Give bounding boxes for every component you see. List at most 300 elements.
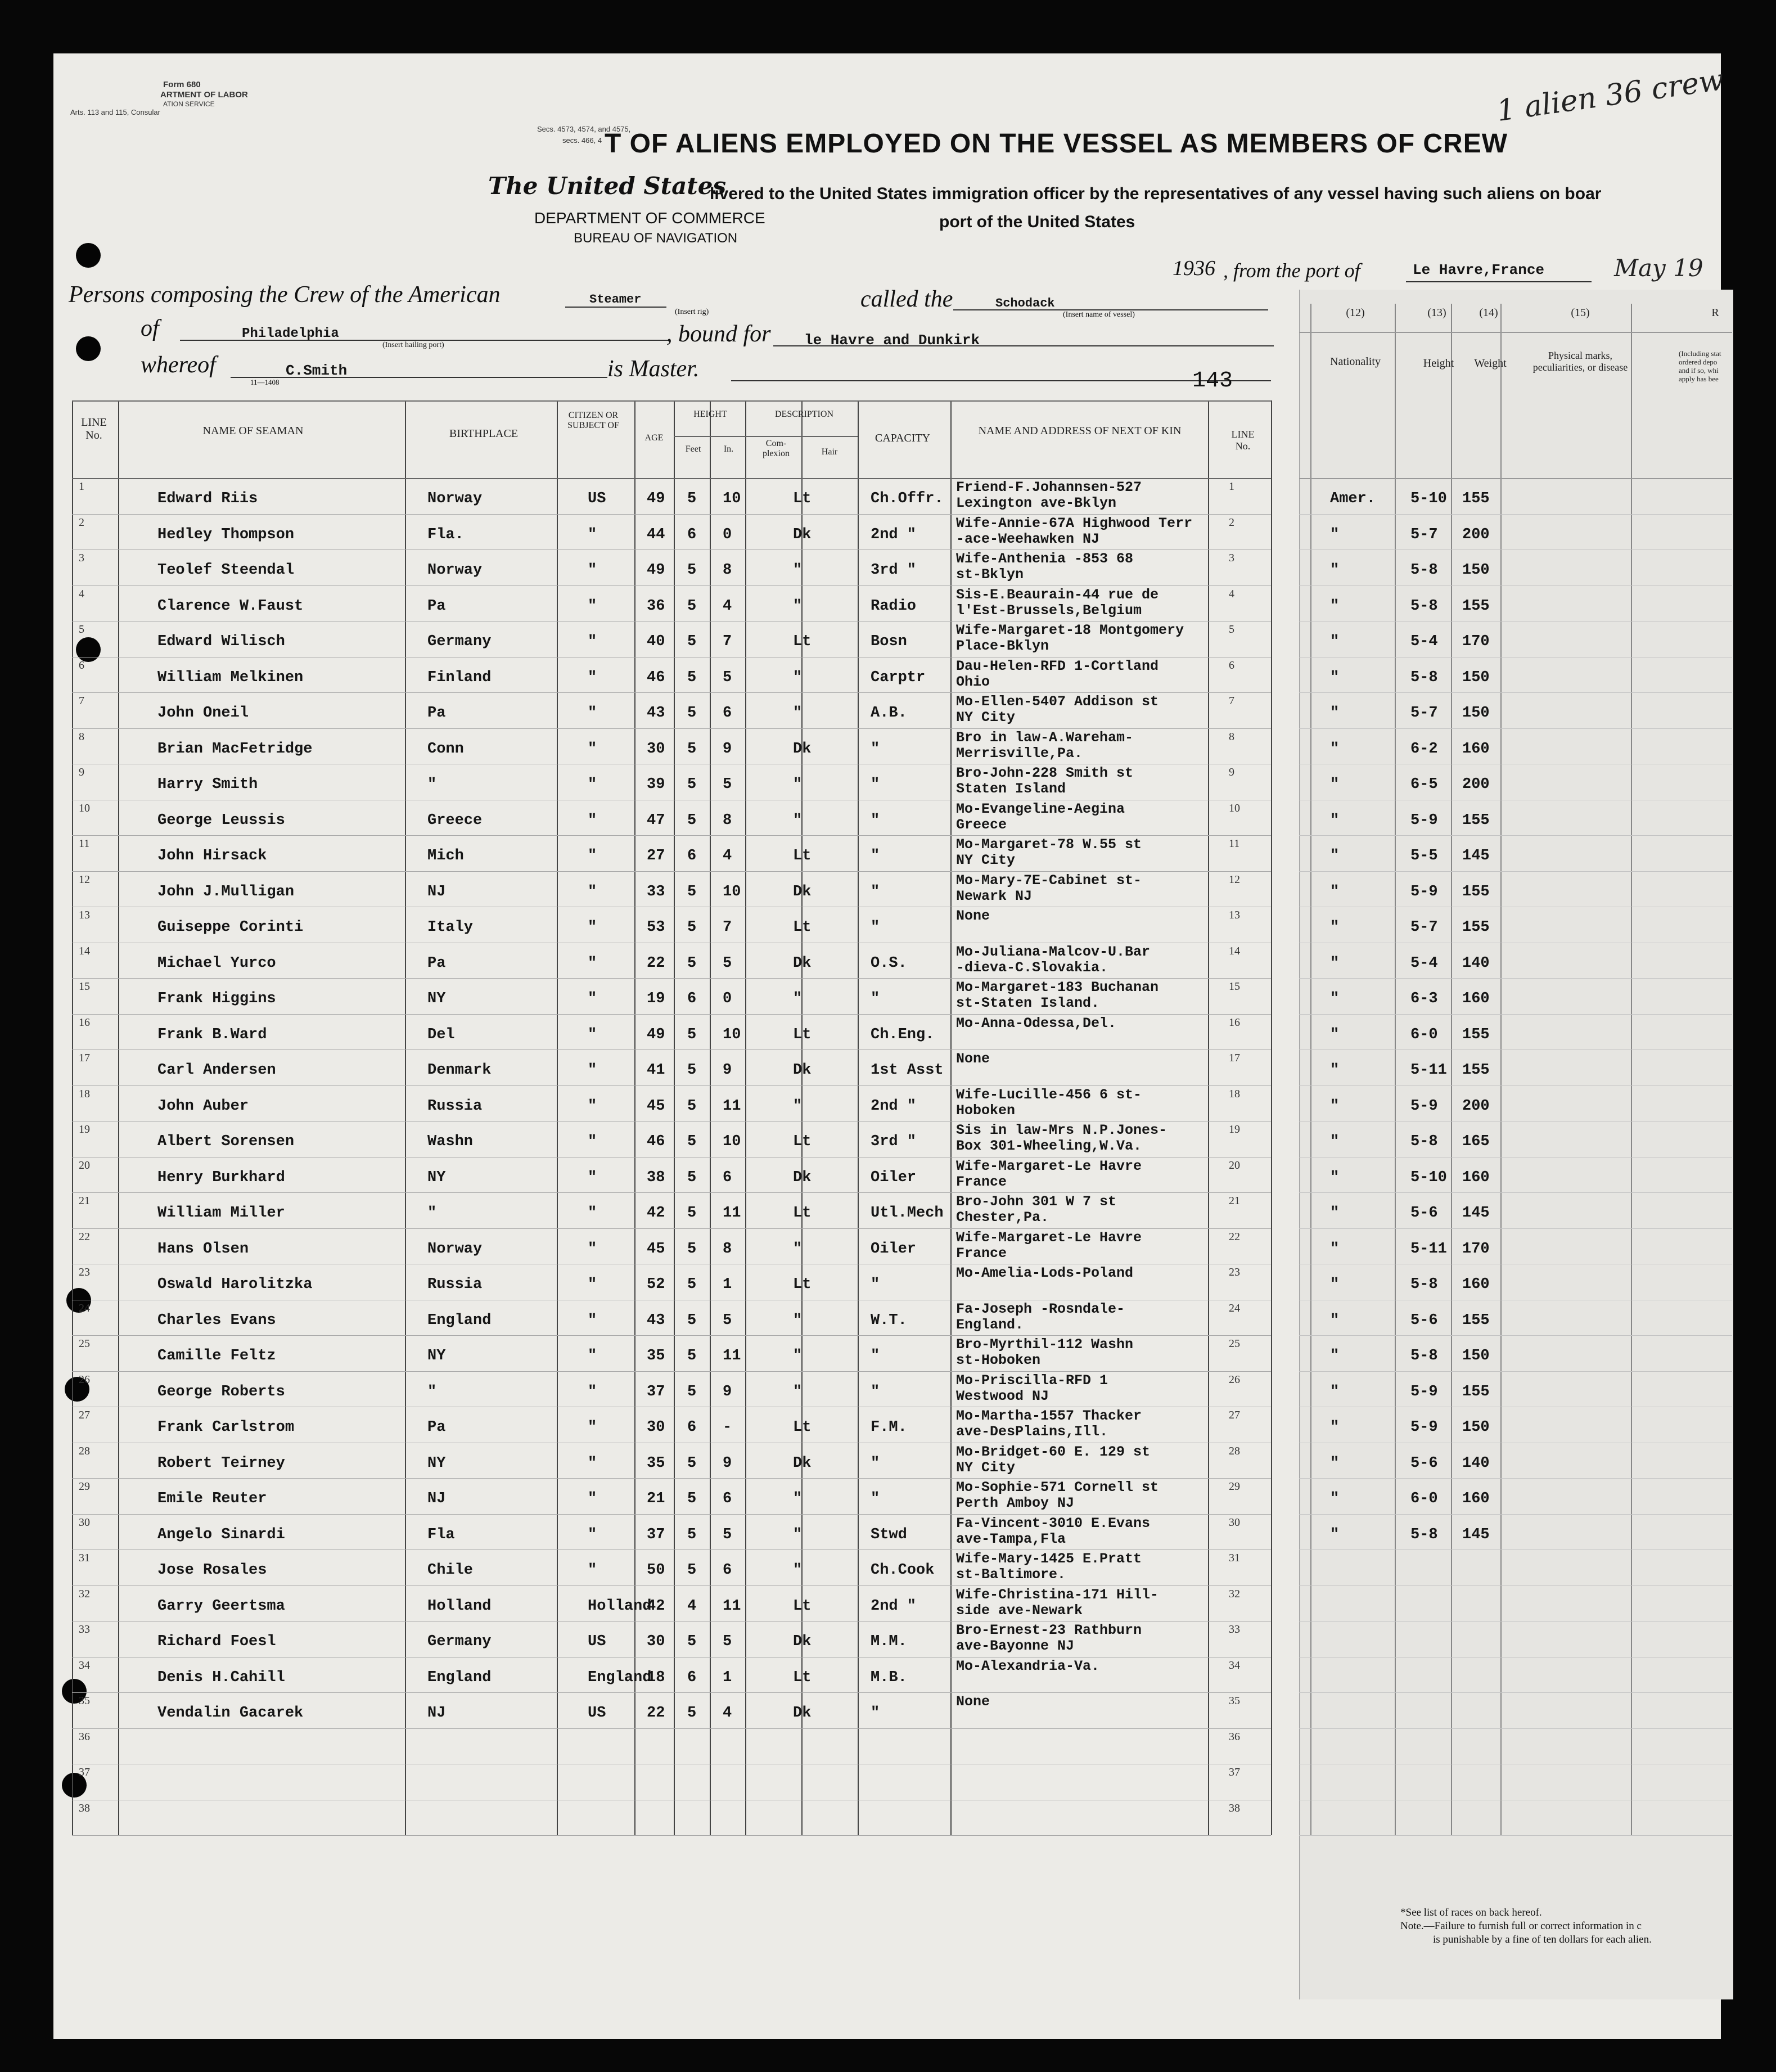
complexion: Lt [793,848,812,864]
next-of-kin-line1: Bro in law-A.Wareham- [956,729,1134,746]
citizenship: " [588,954,597,972]
line-number-right: 2 [1229,516,1234,529]
table-row [1299,585,1732,586]
nationality: " [1330,1169,1340,1186]
height-feet: 5 [687,1062,697,1079]
height-inches: 1 [723,1669,732,1686]
height-inches: 6 [723,705,732,722]
age: 30 [647,740,665,758]
line-number-right: 13 [1229,909,1240,921]
table-row [72,835,1271,836]
nationality: " [1330,919,1340,936]
table-column-rule [745,400,746,1835]
nationality: " [1330,883,1340,900]
age: 30 [647,1419,665,1436]
next-of-kin-line2: Chester,Pa. [956,1209,1049,1226]
footer-note-failure: Note.—Failure to furnish full or correct information in c [1400,1920,1642,1932]
line-number: 16 [79,1016,90,1029]
table-row-rule [674,436,858,437]
capacity: 2nd " [871,1597,917,1615]
age: 33 [647,883,665,900]
height-right: 5-7 [1410,919,1438,936]
height-inches: 6 [723,1490,732,1507]
capacity: " [871,776,880,793]
line-number-right: 3 [1229,552,1234,564]
table-column-rule [950,400,952,1835]
height-feet: 5 [687,883,697,900]
line-number: 25 [79,1337,90,1350]
capacity: Radio [871,597,917,615]
citizenship: " [588,1312,597,1329]
table-row [1299,549,1732,550]
birthplace: Finland [427,669,492,686]
capacity: M.B. [871,1669,907,1686]
next-of-kin-line1: Fa-Joseph -Rosndale- [956,1300,1125,1317]
nationality: " [1330,633,1340,650]
header-age: AGE [644,433,664,443]
capacity: M.M. [871,1633,907,1650]
weight: 160 [1462,990,1490,1007]
citizenship: " [588,848,597,864]
line-number-right: 26 [1229,1373,1240,1386]
line-number-right: 29 [1229,1480,1240,1493]
next-of-kin-line1: Friend-F.Johannsen-527 [956,479,1142,496]
height-inches: 5 [723,954,732,972]
complexion: " [793,1348,803,1364]
citizenship: England [588,1669,652,1686]
citizenship: " [588,1562,597,1579]
birthplace: NJ [427,1490,446,1507]
line-number-right: 28 [1229,1444,1240,1457]
birthplace: Russia [427,1097,483,1115]
nationality: " [1330,740,1340,758]
complexion: " [793,812,803,829]
capacity: " [871,919,880,936]
height-inches: 9 [723,1454,732,1472]
height-right: 5-10 [1410,1169,1447,1186]
next-of-kin-line2: Box 301-Wheeling,W.Va. [956,1138,1142,1154]
line-number: 1 [79,480,84,493]
height-right: 5-9 [1410,1097,1438,1115]
table-column-rule [405,400,406,1835]
table-column-rule [801,400,803,1835]
next-of-kin-line2: France [956,1245,1007,1262]
seaman-name: John J.Mulligan [157,883,295,900]
weight: 150 [1462,1348,1490,1364]
complexion: " [793,669,803,686]
height-right: 6-0 [1410,1490,1438,1507]
height-inches: 10 [723,490,741,507]
citizenship: " [588,1169,597,1186]
capacity: " [871,883,880,900]
next-of-kin-line1: Mo-Martha-1557 Thacker [956,1408,1142,1424]
height-right: 5-8 [1410,562,1438,579]
main-title: T OF ALIENS EMPLOYED ON THE VESSEL AS MEMBERS OF CREW [605,129,1508,159]
line-number-right: 25 [1229,1337,1240,1350]
next-of-kin-line1: Mo-Ellen-5407 Addison st [956,693,1159,710]
height-inches: 6 [723,1562,732,1579]
age: 46 [647,669,665,686]
seaman-name: Teolef Steendal [157,562,295,579]
weight: 140 [1462,1454,1490,1472]
citizenship: " [588,1062,597,1079]
seaman-name: Brian MacFetridge [157,740,313,758]
nationality: " [1330,1240,1340,1258]
line-number: 19 [79,1123,90,1136]
next-of-kin-line1: Wife-Anthenia -853 68 [956,551,1134,567]
table-row [72,1585,1271,1586]
table-column-rule [1451,304,1452,1835]
height-feet: 5 [687,740,697,758]
nationality: " [1330,776,1340,793]
seaman-name: Harry Smith [157,776,258,793]
capacity: W.T. [871,1312,907,1329]
table-row-rule [1299,478,1732,479]
weight: 155 [1462,490,1490,507]
header-line-no: LINE No. [81,416,107,442]
seaman-name: Henry Burkhard [157,1169,285,1186]
line-number: 5 [79,623,84,636]
table-row [72,1014,1271,1015]
citizenship: US [588,490,606,507]
height-right: 5-11 [1410,1062,1447,1079]
height-feet: 5 [687,1348,697,1364]
line-number-right: 23 [1229,1266,1240,1278]
citizenship: " [588,1026,597,1043]
table-row [1299,1728,1732,1729]
header-feet: Feet [685,444,701,454]
complexion: Dk [793,1062,812,1079]
table-column-rule [634,400,635,1835]
table-row-rule [72,400,1271,402]
line-number: 36 [79,1730,90,1743]
seaman-name: John Oneil [157,705,249,722]
seaman-name: Frank Higgins [157,990,276,1007]
age: 53 [647,919,665,936]
line-number-right: 21 [1229,1195,1240,1207]
next-of-kin-line1: Sis-E.Beaurain-44 rue de [956,586,1159,603]
line-number-right: 14 [1229,944,1240,957]
height-feet: 6 [687,990,697,1007]
line-number: 26 [79,1373,90,1386]
nationality: " [1330,954,1340,972]
capacity: 2nd " [871,526,917,543]
line-number: 38 [79,1801,90,1814]
height-inches: 0 [723,526,732,543]
birthplace: Fla. [427,526,464,543]
height-feet: 5 [687,633,697,650]
birthplace: Pa [427,705,446,722]
next-of-kin-line2: NY City [956,1459,1016,1476]
nationality: " [1330,705,1340,722]
height-feet: 5 [687,1562,697,1579]
weight: 145 [1462,848,1490,864]
citizenship: Holland [588,1597,652,1615]
age: 42 [647,1205,665,1222]
height-inches: 8 [723,812,732,829]
complexion: " [793,1562,803,1579]
line-number: 31 [79,1552,90,1564]
weight: 155 [1462,1312,1490,1329]
complexion: " [793,562,803,579]
nationality: " [1330,669,1340,686]
seaman-name: Oswald Harolitzka [157,1276,313,1293]
height-feet: 5 [687,1240,697,1258]
next-of-kin-line1: Mo-Amelia-Lods-Poland [956,1265,1134,1281]
delivered-text: livered to the United States immigration officer by the representatives of any vessel having such aliens on boar [710,184,1602,203]
height-right: 5-8 [1410,1133,1438,1150]
citizenship: " [588,633,597,650]
citizenship: " [588,1205,597,1222]
table-column-rule [1631,304,1632,1835]
insert-vessel-label: (Insert name of vessel) [1063,310,1135,319]
height-right: 5-7 [1410,526,1438,543]
table-row [1299,1335,1732,1336]
binder-hole [76,243,101,268]
height-feet: 5 [687,954,697,972]
next-of-kin-line1: None [956,908,990,924]
line-number: 13 [79,909,90,921]
birthplace: Italy [427,919,474,936]
bound-label: , bound for [666,321,771,347]
line-number-right: 7 [1229,695,1234,707]
height-right: 5-11 [1410,1240,1447,1258]
line-number: 35 [79,1695,90,1707]
birthplace: Pa [427,597,446,615]
table-column-rule [72,400,73,1835]
line-number: 27 [79,1409,90,1421]
height-feet: 5 [687,812,697,829]
next-of-kin-line2: st-Bklyn [956,566,1024,583]
destination: le Havre and Dunkirk [804,332,980,349]
master-name: C.Smith [286,362,348,379]
capacity: " [871,1348,880,1364]
birthplace: Denmark [427,1062,492,1079]
height-right: 5-8 [1410,1526,1438,1543]
height-feet: 5 [687,1169,697,1186]
age: 21 [647,1490,665,1507]
next-of-kin-line2: Hoboken [956,1102,1016,1119]
capacity: A.B. [871,705,907,722]
line-number: 6 [79,659,84,672]
age: 18 [647,1669,665,1686]
header-inches: In. [723,444,734,454]
nationality: " [1330,1348,1340,1364]
seaman-name: John Auber [157,1097,249,1115]
secs-reference-2: secs. 466, 4 [562,136,602,145]
line-number: 23 [79,1266,90,1278]
next-of-kin-line1: Mo-Sophie-571 Cornell st [956,1479,1159,1496]
seaman-name: William Miller [157,1205,285,1222]
height-right: 5-4 [1410,954,1438,972]
seaman-name: Frank B.Ward [157,1026,267,1043]
next-of-kin-line2: France [956,1173,1007,1190]
table-row [1299,1192,1732,1193]
next-of-kin-line2: NY City [956,709,1016,726]
capacity: Ch.Offr. [871,490,944,507]
weight: 150 [1462,669,1490,686]
line-number: 11 [79,837,90,850]
height-feet: 5 [687,1454,697,1472]
complexion: " [793,1312,803,1329]
line-number: 15 [79,980,90,993]
next-of-kin-line2: st-Hoboken [956,1352,1041,1368]
weight: 150 [1462,562,1490,579]
next-of-kin-line2: Lexington ave-Bklyn [956,495,1117,511]
citizenship: " [588,705,597,722]
weight: 155 [1462,1026,1490,1043]
height-inches: 1 [723,1276,732,1293]
age: 37 [647,1526,665,1543]
table-column-rule [1208,400,1209,1835]
nationality: " [1330,1097,1340,1115]
nationality: " [1330,597,1340,615]
complexion: Dk [793,1454,812,1472]
next-of-kin-line2: -dieva-C.Slovakia. [956,959,1108,976]
capacity: " [871,990,880,1007]
service-small: ATION SERVICE [163,100,215,108]
seaman-name: George Leussis [157,812,285,829]
complexion: Lt [793,490,812,507]
complexion: Dk [793,526,812,543]
height-inches: 9 [723,1062,732,1079]
birthplace: NJ [427,1705,446,1722]
next-of-kin-line1: Bro-John 301 W 7 st [956,1193,1117,1210]
height-feet: 5 [687,919,697,936]
line-number: 3 [79,552,84,564]
birthplace: Fla [427,1526,455,1543]
capacity: Carptr [871,669,926,686]
line-number-right: 35 [1229,1695,1240,1707]
line-number: 37 [79,1766,90,1778]
table-row [72,1728,1271,1729]
height-right: 5-9 [1410,1419,1438,1436]
complexion: Dk [793,883,812,900]
height-right: 5-7 [1410,705,1438,722]
birthplace: Conn [427,740,464,758]
capacity: " [871,1454,880,1472]
nationality: " [1330,1526,1340,1543]
birthplace: NY [427,1454,446,1472]
height-feet: 6 [687,526,697,543]
citizenship: " [588,562,597,579]
table-row [72,1835,1271,1836]
complexion: " [793,1490,803,1507]
next-of-kin-line2: England. [956,1316,1024,1333]
line-number: 21 [79,1195,90,1207]
next-of-kin-line1: Mo-Alexandria-Va. [956,1657,1100,1674]
next-of-kin-line1: Mo-Priscilla-RFD 1 [956,1372,1108,1389]
line-number-right: 9 [1229,766,1234,778]
complexion: Lt [793,1419,812,1436]
next-of-kin-line1: Wife-Annie-67A Highwood Terr [956,515,1193,531]
birthplace: NY [427,990,446,1007]
height-right: 5-9 [1410,812,1438,829]
binder-hole [76,637,101,662]
next-of-kin-line1: Fa-Vincent-3010 E.Evans [956,1515,1151,1532]
capacity: Oiler [871,1169,917,1186]
line-number: 20 [79,1159,90,1172]
table-row [1299,1835,1732,1836]
header-weight: Weight [1474,357,1507,370]
line-number: 2 [79,516,84,529]
line-number: 22 [79,1230,90,1243]
birthplace: Mich [427,848,464,864]
birthplace: England [427,1669,492,1686]
table-row [72,1085,1271,1086]
table-row [1299,1692,1732,1693]
table-row [72,978,1271,979]
age: 43 [647,1312,665,1329]
nationality: " [1330,990,1340,1007]
complexion: Lt [793,1276,812,1293]
height-feet: 6 [687,848,697,864]
height-feet: 4 [687,1597,697,1615]
next-of-kin-line1: Mo-Anna-Odessa,Del. [956,1015,1117,1032]
footer-note-races: *See list of races on back hereof. [1400,1907,1542,1918]
complexion: Lt [793,1597,812,1615]
birthplace: NY [427,1348,446,1364]
table-column-rule [1500,304,1502,1835]
height-right: 5-6 [1410,1205,1438,1222]
complexion: Dk [793,954,812,972]
table-row [1299,1228,1732,1229]
next-of-kin-line1: Wife-Margaret-Le Havre [956,1157,1142,1174]
seaman-name: John Hirsack [157,848,267,864]
table-row [1299,835,1732,836]
table-row [1299,1585,1732,1586]
capacity: " [871,1383,880,1400]
height-right: 5-6 [1410,1454,1438,1472]
line-number: 7 [79,695,84,707]
weight: 160 [1462,1490,1490,1507]
capacity: Utl.Mech [871,1205,944,1222]
complexion: Dk [793,1169,812,1186]
next-of-kin-line2: Ohio [956,673,990,690]
complexion: Lt [793,1205,812,1222]
header-birthplace: BIRTHPLACE [449,427,519,440]
age: 43 [647,705,665,722]
complexion: " [793,705,803,722]
seaman-name: Jose Rosales [157,1562,267,1579]
age: 42 [647,1597,665,1615]
next-of-kin-line2: side ave-Newark [956,1602,1083,1619]
seaman-name: Robert Teirney [157,1454,285,1472]
table-row [72,1478,1271,1479]
nationality: Amer. [1330,490,1376,507]
line-number: 4 [79,587,84,600]
birthplace: Chile [427,1562,474,1579]
table-column-rule [710,400,711,1835]
col12-number: (12) [1346,307,1365,319]
line-number-right: 24 [1229,1301,1240,1314]
height-inches: 10 [723,1026,741,1043]
nationality: " [1330,562,1340,579]
weight: 200 [1462,526,1490,543]
line-number-right: 22 [1229,1230,1240,1243]
complexion: " [793,990,803,1007]
weight: 155 [1462,812,1490,829]
line-number-right: 4 [1229,587,1234,600]
line-number: 18 [79,1087,90,1100]
height-inches: 4 [723,1705,732,1722]
citizenship: " [588,1133,597,1150]
citizenship: " [588,526,597,543]
hailing-port: Philadelphia [242,326,339,341]
table-row [1299,1371,1732,1372]
height-right: 5-8 [1410,1348,1438,1364]
nationality: " [1330,1454,1340,1472]
